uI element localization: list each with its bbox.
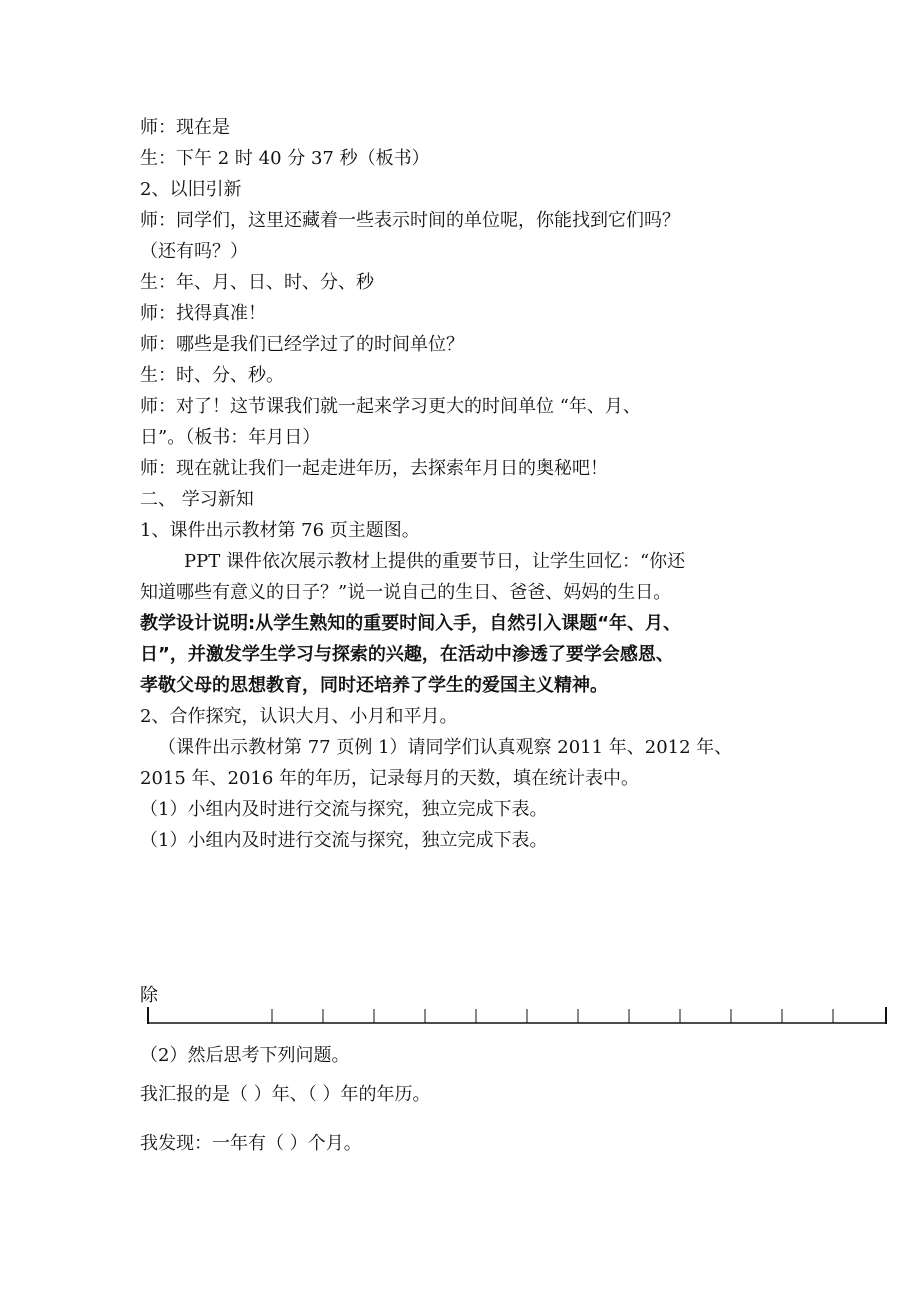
text-line: 2、合作探究，认识大月、小月和平月。 [140, 706, 458, 727]
text-line: 日”。（板书：年月日） [140, 427, 321, 448]
question-intro: （2）然后思考下列问题。 [140, 1045, 350, 1066]
text-line: 生：时、分、秒。 [140, 365, 284, 386]
question-months: 我发现：一年有（ ）个月。 [140, 1133, 362, 1154]
table-remnant-border [147, 1007, 887, 1025]
section-heading: 二、 学习新知 [140, 489, 254, 510]
text-line: 2015 年、2016 年的年历，记录每月的天数，填在统计表中。 [140, 768, 640, 789]
text-line: （1）小组内及时进行交流与探究，独立完成下表。 [140, 799, 548, 820]
text-line: 师：同学们，这里还藏着一些表示时间的单位呢，你能找到它们吗？ [140, 210, 680, 231]
text-line: 师：哪些是我们已经学过了的时间单位？ [140, 334, 464, 355]
text-line: 师：对了！这节课我们就一起来学习更大的时间单位 “年、月、 [140, 396, 641, 417]
design-note-line: 教学设计说明:从学生熟知的重要时间入手，自然引入课题“年、月、 [140, 613, 682, 634]
design-note-line: 日”，并激发学生学习与探索的兴趣，在活动中渗透了要学会感恩、 [140, 644, 674, 665]
text-line: 2、以旧引新 [140, 179, 242, 200]
text-line: （1）小组内及时进行交流与探究，独立完成下表。 [140, 830, 548, 851]
text-line: 生：年、月、日、时、分、秒 [140, 272, 374, 293]
text-line: （还有吗？） [140, 241, 248, 262]
text-line: 知道哪些有意义的日子？”说一说自己的生日、爸爸、妈妈的生日。 [140, 582, 672, 603]
table-remnant-label: 除 [140, 985, 158, 1006]
text-line: （课件出示教材第 77 页例 1）请同学们认真观察 2011 年、2012 年、 [158, 737, 733, 758]
design-note-line: 孝敬父母的思想教育，同时还培养了学生的爱国主义精神。 [140, 675, 608, 696]
text-line: 生：下午 2 时 40 分 37 秒（板书） [140, 148, 430, 169]
text-line: 师：现在是 [140, 117, 230, 138]
text-line: 师：现在就让我们一起走进年历，去探索年月日的奥秘吧！ [140, 458, 608, 479]
text-line: 1、课件出示教材第 76 页主题图。 [140, 520, 420, 541]
question-report: 我汇报的是（ ）年、（ ）年的年历。 [140, 1084, 431, 1105]
text-line: 师：找得真准！ [140, 303, 266, 324]
text-line: PPT 课件依次展示教材上提供的重要节日，让学生回忆：“你还 [184, 551, 686, 572]
